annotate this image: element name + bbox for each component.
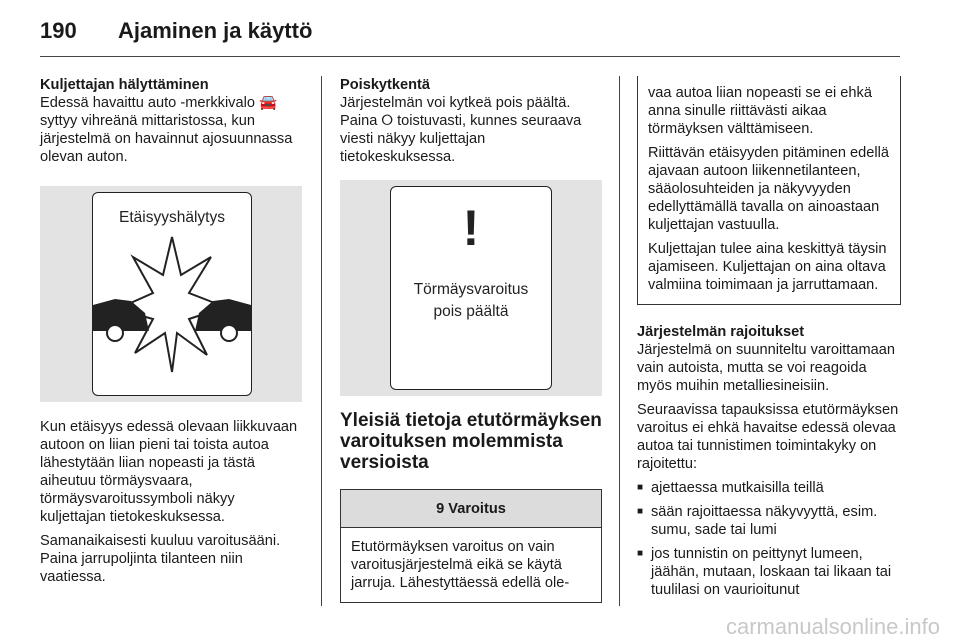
column-divider-1 (321, 76, 322, 606)
paragraph: Seuraavissa tapauksissa etutörmäyksen varoitus ei ehkä havaitse edessä olevaa autoa tai tunnistimen toimintakyky on rajoitettu: (637, 402, 899, 472)
list-item: ■ sään rajoittaessa näkyvyyttä, esim. sumu, sade tai lumi (637, 503, 901, 539)
paragraph: Samanaikaisesti kuuluu varoitusääni. Paina jarrupoljinta tilanteen niin vaatiessa. (40, 533, 281, 585)
display-screen (92, 192, 252, 396)
section-heading-switch-off: Poiskytkentä (340, 77, 431, 93)
warning-box (340, 489, 602, 603)
figure-label: Etäisyyshälytys (119, 209, 225, 226)
warning-body (341, 528, 601, 602)
warning-title-text: Varoitus (448, 501, 506, 517)
figure-distance-alert (40, 186, 302, 402)
list-item: ■ ajettaessa mutkaisilla teillä (637, 479, 901, 497)
major-heading: Yleisiä tietoja etutörmäyksen varoituksen molemmista versioista (340, 410, 602, 473)
column-2 (340, 76, 602, 603)
figure-line-1: Törmäysvaroitus (413, 281, 529, 298)
page-header (40, 14, 900, 54)
warning-icon: 9 (436, 501, 445, 517)
paragraph: Järjestelmän voi kytkeä pois päältä. Paina ⭘ toistuvasti, kunnes seuraava viesti näkyy kuljettajan tietokeskuksessa. (340, 95, 582, 165)
display-screen (390, 186, 552, 390)
limitations-list (637, 479, 901, 599)
warning-text: vaa autoa liian nopeasti se ei ehkä anna sinulle riittävästi aikaa törmäyksen välttämiseen. (648, 85, 872, 137)
paragraph: Järjestelmä on suunniteltu varoittamaan vain autoista, mutta se voi reagoida myös muihin metalliesineisiin. (637, 342, 895, 394)
warning-text: Etutörmäyksen varoitus on vain varoitusjärjestelmä eikä se käytä jarruja. Lähestyttäessä edellä ole- (351, 539, 570, 591)
warning-box-continued (637, 76, 901, 305)
column-3 (637, 76, 901, 605)
list-item: ■ jos tunnistin on peittynyt lumeen, jäähän, mutaan, loskaan tai likaan tai tuulilasi on vaurioitunut (637, 545, 901, 599)
figure-line-2: pois päältä (433, 303, 509, 320)
warning-text: Riittävän etäisyyden pitäminen edellä ajavaan autoon liikennetilanteen, sääolosuhteiden ja näkyvyyden edellyttämällä tavalla on ainoastaan kuljettajan vastuulla. (648, 145, 889, 233)
page-number: 190 (40, 18, 77, 43)
section-heading-driver-alert: Kuljettajan hälyttäminen (40, 77, 209, 93)
warning-text: Kuljettajan tulee aina keskittyä täysin ajamiseen. Kuljettajan on aina oltava valmiina toimimaan ja jarruttamaan. (648, 241, 887, 293)
figure-collision-warning-off (340, 180, 602, 396)
section-heading-limitations: Järjestelmän rajoitukset (637, 324, 805, 340)
column-divider-2 (619, 76, 620, 606)
warning-symbol: ! (462, 200, 480, 256)
paragraph: Edessä havaittu auto -merkkivalo 🚘 syttyy vihreänä mittaristossa, kun järjestelmä on havainnut ajosuunnassa olevan auton. (40, 95, 293, 165)
paragraph: Kun etäisyys edessä olevaan liikkuvaan autoon on liian pieni tai toista autoa lähestytään liian nopeasti ja tästä aiheutuu törmäysvaara, törmäysvaroitussymboli näkyy kuljettajan tietokeskuksessa. (40, 419, 298, 525)
header-rule (40, 56, 900, 57)
page-title: Ajaminen ja käyttö (118, 18, 313, 43)
watermark: carmanualsonline.info (725, 614, 940, 639)
column-1 (40, 76, 302, 592)
warning-title (341, 490, 601, 528)
collision-icon (93, 227, 251, 397)
